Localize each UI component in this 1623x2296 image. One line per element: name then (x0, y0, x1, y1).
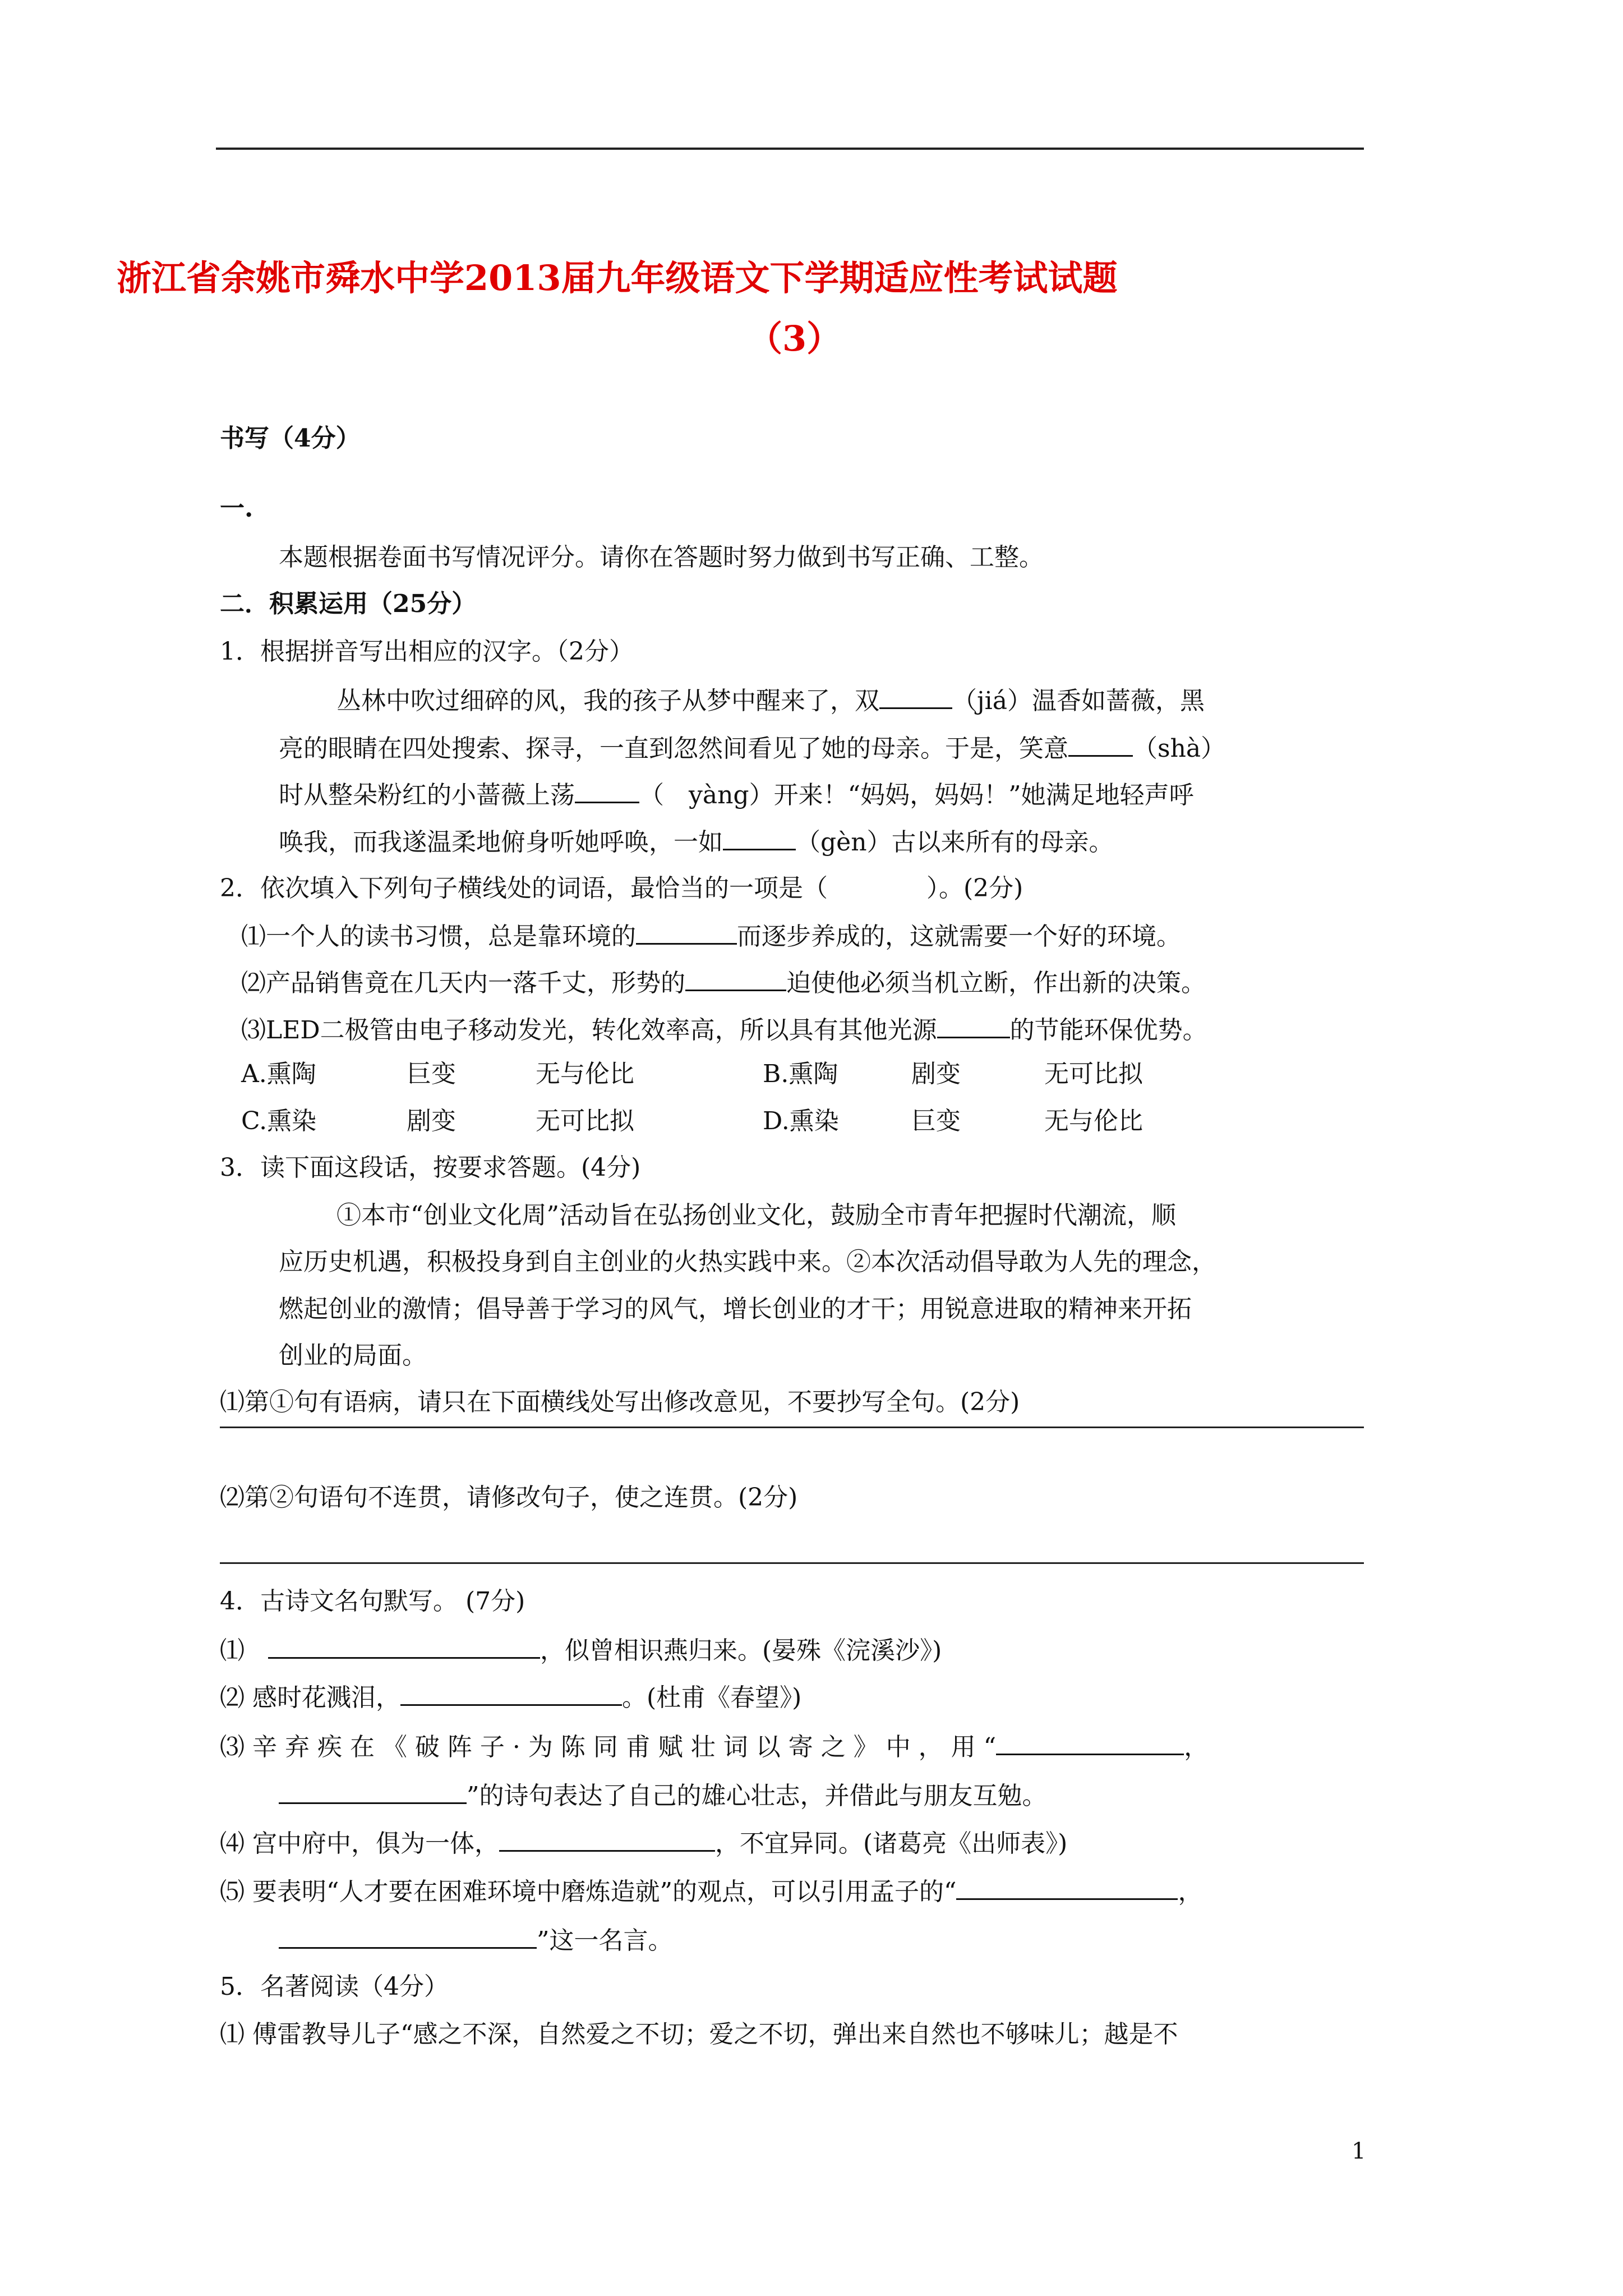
q2-text: ⑵产品销售竟在几天内一落千丈，形势的 (241, 969, 685, 997)
q2-blank-2[interactable] (685, 969, 786, 991)
q3-passage-line: 创业的局面。 (279, 1341, 427, 1370)
q3-passage-line: 应历史机遇，积极投身到自主创业的火热实践中来。②本次活动倡导敢为人先的理念， (279, 1248, 1216, 1276)
q2-option-b-word-1[interactable]: B.熏陶 (763, 1060, 838, 1088)
q2-option-d-word-1[interactable]: D.熏染 (763, 1107, 839, 1135)
q1-text: 时从整朵粉红的小蔷薇上荡 (279, 781, 575, 809)
q4-item-5 (220, 1878, 1202, 1904)
q2-option-a-word-1[interactable]: A.熏陶 (241, 1060, 316, 1088)
q4-item-4 (220, 1830, 1067, 1856)
header-rule (216, 148, 1364, 150)
q4-text: ⑴ (220, 1636, 245, 1665)
q4-text: ⑷ 宫中府中，俱为一体， (220, 1829, 499, 1858)
q4-text: ，不宜异同。(诸葛亮《出师表》) (715, 1829, 1068, 1858)
q3-passage-line: ①本市“创业文化周”活动旨在弘扬创业文化，鼓励全市青年把握时代潮流，顺 (336, 1201, 1176, 1230)
q4-blank-3a[interactable] (996, 1733, 1184, 1755)
q4-blank-4[interactable] (499, 1830, 715, 1852)
q2-sentence-3 (241, 1016, 1207, 1043)
q3-subquestion-2: ⑵第②句语句不连贯，请修改句子，使之连贯。(2分) (220, 1483, 798, 1512)
q2-option-d-word-2: 巨变 (911, 1107, 961, 1135)
q1-text: （gèn）古以来所有的母亲。 (796, 828, 1114, 857)
q2-option-c-word-2: 剧变 (407, 1107, 456, 1135)
q1-text: （shà） (1133, 734, 1226, 763)
q2-option-a-word-2: 巨变 (407, 1060, 456, 1088)
q2-blank-3[interactable] (937, 1016, 1010, 1038)
q4-item-5-cont (279, 1927, 673, 1953)
q4-text: ⑶ 辛 弃 疾 在 《 破 阵 子 · 为 陈 同 甫 赋 壮 词 以 寄 之 》 中 ， 用 “ (220, 1733, 997, 1761)
q2-sentence-1 (241, 923, 1181, 949)
q3-answer-line-1[interactable] (220, 1427, 1364, 1428)
q4-text: ”这一名言。 (537, 1926, 673, 1955)
q4-text: ⑵ 感时花溅泪， (220, 1683, 400, 1712)
q4-item-1 (220, 1637, 942, 1663)
q4-text: ⑸ 要表明“人才要在困难环境中磨炼造就”的观点，可以引用孟子的“ (220, 1878, 957, 1906)
q1-text: 唤我，而我遂温柔地俯身听她呼唤，一如 (279, 828, 723, 857)
q4-blank-5a[interactable] (956, 1878, 1178, 1900)
q2-stem: 2．依次填入下列句子横线处的词语，最恰当的一项是（ ）。(2分) (220, 874, 1023, 903)
q5-item-1: ⑴ 傅雷教导儿子“感之不深，自然爱之不切；爱之不切，弹出来自然也不够味儿；越是不 (220, 2020, 1178, 2049)
q2-text: ⑴一个人的读书习惯，总是靠环境的 (241, 922, 636, 951)
q4-stem: 4．古诗文名句默写。 (7分) (220, 1587, 525, 1616)
q4-blank-1[interactable] (268, 1637, 540, 1659)
section-two-heading: 二．积累运用（25分） (220, 590, 477, 618)
q4-text: ，似曾相识燕归来。(晏殊《浣溪沙》) (540, 1636, 942, 1665)
q2-text: 的节能环保优势。 (1009, 1016, 1207, 1045)
q1-text: 亮的眼睛在四处搜索、探寻，一直到忽然间看见了她的母亲。于是，笑意 (279, 734, 1068, 763)
q2-option-b-word-3: 无可比拟 (1044, 1060, 1143, 1088)
q2-option-c-word-3: 无可比拟 (536, 1107, 634, 1135)
q4-item-2 (220, 1684, 801, 1710)
q4-blank-5b[interactable] (279, 1927, 537, 1949)
q1-blank-sha[interactable] (1068, 735, 1133, 757)
writing-heading: 书写（4分） (220, 424, 361, 453)
q2-option-b-word-2: 剧变 (911, 1060, 961, 1088)
q1-text: （ yàng）开来！“妈妈，妈妈！”她满足地轻声呼 (639, 781, 1194, 809)
q1-blank-gen[interactable] (723, 829, 796, 850)
q1-text: （jiá）温香如蔷薇，黑 (952, 687, 1205, 715)
page-number: 1 (1352, 2138, 1366, 2164)
q3-passage-line: 燃起创业的激情；倡导善于学习的风气，增长创业的才干；用锐意进取的精神来开拓 (279, 1295, 1192, 1323)
q2-option-c-word-1[interactable]: C.熏染 (241, 1107, 317, 1135)
q1-stem: 1．根据拼音写出相应的汉字。（2分） (220, 637, 634, 666)
q1-blank-jia[interactable] (879, 687, 952, 709)
q1-line-2 (279, 735, 1225, 761)
q5-stem: 5．名著阅读（4分） (220, 1972, 449, 2001)
q3-subquestion-1: ⑴第①句有语病，请只在下面横线处写出修改意见，不要抄写全句。(2分) (220, 1388, 1020, 1416)
q1-text: 丛林中吹过细碎的风，我的孩子从梦中醒来了，双 (336, 687, 879, 715)
q2-text: 而逐步养成的，这就需要一个好的环境。 (737, 922, 1181, 951)
q2-text: ⑶LED二极管由电子移动发光，转化效率高，所以具有其他光源 (241, 1016, 937, 1045)
q2-sentence-2 (241, 969, 1206, 996)
q4-text: 。(杜甫《春望》) (622, 1683, 802, 1712)
q1-line-1 (336, 687, 1205, 714)
section-one-number: 一. (220, 494, 253, 523)
q4-text: ， (1178, 1878, 1203, 1906)
q1-line-4 (279, 829, 1114, 855)
q2-option-d-word-3: 无与伦比 (1044, 1107, 1143, 1135)
q4-blank-2[interactable] (400, 1684, 622, 1706)
q2-blank-1[interactable] (636, 923, 737, 945)
q3-stem: 3．读下面这段话，按要求答题。(4分) (220, 1153, 641, 1182)
q4-text: ， (1184, 1733, 1209, 1761)
q2-option-a-word-3: 无与伦比 (536, 1060, 634, 1088)
writing-instruction: 本题根据卷面书写情况评分。请你在答题时努力做到书写正确、工整。 (279, 543, 1044, 572)
q4-text: ”的诗句表达了自己的雄心壮志，并借此与朋友互勉。 (467, 1782, 1047, 1810)
page-title-number: （3） (748, 318, 842, 359)
q2-text: 迫使他必须当机立断，作出新的决策。 (786, 969, 1206, 997)
q1-blank-yang[interactable] (575, 781, 639, 803)
q4-item-3 (220, 1733, 1209, 1760)
q4-item-3-cont (279, 1782, 1047, 1809)
q3-answer-line-2[interactable] (220, 1562, 1364, 1564)
page-title: 浙江省余姚市舜水中学2013届九年级语文下学期适应性考试试题 (117, 257, 1118, 298)
q1-line-3 (279, 781, 1194, 808)
q4-blank-3b[interactable] (279, 1782, 467, 1804)
